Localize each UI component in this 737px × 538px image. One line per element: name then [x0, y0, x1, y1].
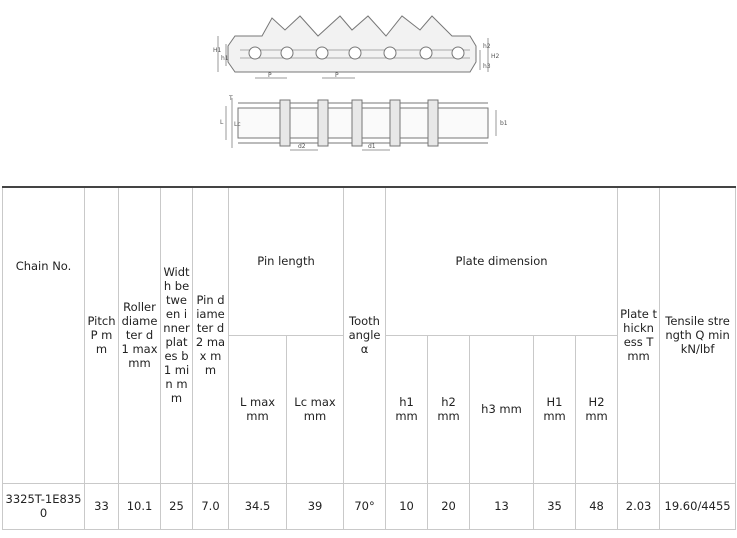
chain-spec-table: [2, 186, 736, 530]
label-h1: h1: [221, 55, 229, 62]
header-tooth-angle: Tooth angle α: [344, 187, 386, 483]
cell-pin-dia: 7.0: [193, 483, 229, 529]
cell-h3: 13: [470, 483, 534, 529]
header-h2: h2 mm: [428, 335, 470, 483]
header-roller-diameter: Roller diameter d 1 max mm: [119, 187, 161, 483]
header-pin-length: Pin length: [229, 187, 344, 335]
header-h3: h3 mm: [470, 335, 534, 483]
label-h3: h3: [483, 63, 491, 70]
cell-pitch: 33: [85, 483, 119, 529]
label-d1: d1: [368, 143, 376, 150]
label-T: T: [229, 95, 233, 102]
cell-width: 25: [161, 483, 193, 529]
cell-l-max: 34.5: [229, 483, 287, 529]
cell-chain-no: 3325T-1E8350: [3, 483, 85, 529]
header-l-max: L max mm: [229, 335, 287, 483]
label-P2: P: [335, 72, 339, 79]
header-inner-width: Width between inner plates b 1 min mm: [161, 187, 193, 483]
cell-roller: 10.1: [119, 483, 161, 529]
cell-h1: 10: [386, 483, 428, 529]
cell-plate-thickness: 2.03: [618, 483, 660, 529]
label-h2: h2: [483, 43, 491, 50]
cell-tensile: 19.60/4455: [660, 483, 736, 529]
label-d2: d2: [298, 143, 306, 150]
header-h1: h1 mm: [386, 335, 428, 483]
label-H2: H2: [491, 53, 500, 60]
label-L: L: [220, 119, 224, 126]
label-Lc: Lc: [234, 121, 241, 128]
header-H2: H2 mm: [576, 335, 618, 483]
header-lc-max: Lc max mm: [287, 335, 344, 483]
header-pitch: Pitch P mm: [85, 187, 119, 483]
header-H1: H1 mm: [534, 335, 576, 483]
label-P1: P: [268, 72, 272, 79]
header-chain-no: Chain No.: [3, 187, 85, 483]
chain-side-view: [218, 16, 488, 78]
chain-technical-drawing: [0, 0, 737, 190]
header-plate-thickness: Plate thickness T mm: [618, 187, 660, 483]
cell-tooth-angle: 70°: [344, 483, 386, 529]
header-pin-diameter: Pin diameter d 2 max mm: [193, 187, 229, 483]
cell-lc-max: 39: [287, 483, 344, 529]
header-tensile-strength: Tensile strength Q min kN/lbf: [660, 187, 736, 483]
cell-H1: 35: [534, 483, 576, 529]
table-row: [3, 483, 736, 529]
cell-H2: 48: [576, 483, 618, 529]
label-b1: b1: [500, 120, 508, 127]
header-plate-dimension: Plate dimension: [386, 187, 618, 335]
cell-h2: 20: [428, 483, 470, 529]
label-H1: H1: [213, 47, 222, 54]
chain-top-view: [226, 98, 496, 150]
